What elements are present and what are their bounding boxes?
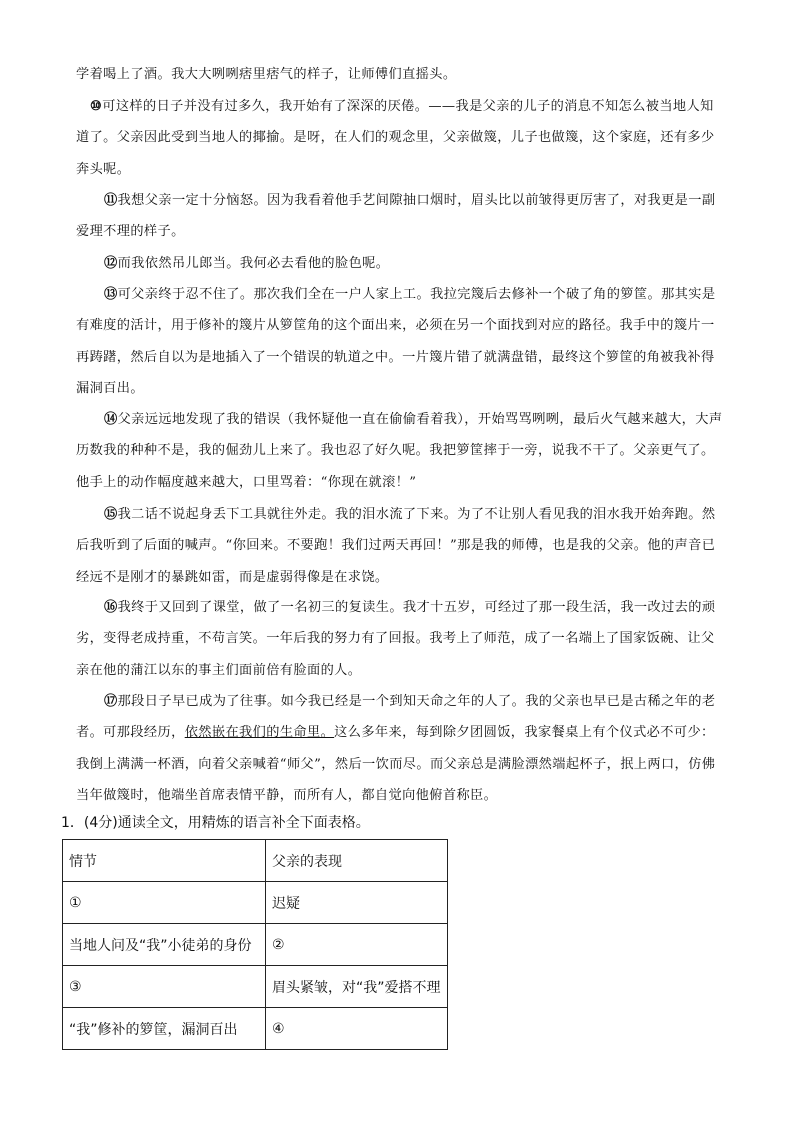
table-header-cell: 父亲的表现 [266,840,448,882]
paragraph-10 [76,91,726,185]
table-cell: ② [266,924,448,966]
paragraph-continuation [76,59,726,90]
paragraph-12 [76,248,726,279]
paragraph-text: 可父亲终于忍不住了。那次我们全在一户人家上工。我拉完篾后去修补一个破了角的箩筐。那其实是有难度的活计，用于修补的篾片从箩筐角的这个面出来，必须在另一个面找到对应的路径。我手中的篾片一再踌躇，然后自以为是地插入了一个错误的轨道之中。一片篾片错了就满盘错，最终这个箩筐的角被我补得漏洞百出。 [76,287,716,396]
paragraph-number: ⑬ [104,287,118,302]
table-cell: ④ [266,1008,448,1050]
table-cell: 当地人问及“我”小徒弟的身份 [63,924,266,966]
paragraph-14 [76,404,726,498]
paragraph-number: ⑮ [104,507,118,522]
paragraph-text: 可这样的日子并没有过多久，我开始有了深深的厌倦。——我是父亲的儿子的消息不知怎么被当地人知道了。父亲因此受到当地人的揶揄。是呀，在人们的观念里，父亲做篾，儿子也做篾，这个家庭，还有多少奔头呢。 [76,99,715,177]
table-row [63,966,448,1008]
table-row [63,882,448,924]
paragraph-number: ⑭ [104,412,118,427]
paragraph-text: 学着喝上了酒。我大大咧咧痞里痞气的样子，让师傅们直摇头。 [76,67,457,82]
paragraph-number: ⑯ [104,600,118,615]
paragraph-text: 我想父亲一定十分恼怒。因为我看着他手艺间隙抽口烟时，眉头比以前皱得更厉害了，对我更是一副爱理不理的样子。 [76,193,716,240]
paragraph-16 [76,592,726,686]
underlined-sentence: 依然嵌在我们的生命里。 [184,725,335,741]
table-cell: 迟疑 [266,882,448,924]
table-cell: ① [63,882,266,924]
paragraph-text: 我二话不说起身丢下工具就往外走。我的泪水流了下来。为了不让别人看见我的泪水我开始奔跑。然后我听到了后面的喊声。“你回来。不要跑！我们过两天再回！”那是我的师傅，也是我的父亲。他的声音已经远不是刚才的暴跳如雷，而是虚弱得像是在求饶。 [76,507,716,585]
paragraph-text: 我终于又回到了课堂，做了一名初三的复读生。我才十五岁，可经过了那一段生活，我一改过去的顽劣，变得老成持重，不苟言笑。一年后我的努力有了回报。我考上了师范，成了一名端上了国家饭碗、让父亲在他的蒲江以东的事主们面前倍有脸面的人。 [76,600,716,678]
paragraph-13 [76,279,726,404]
table-cell: “我”修补的箩筐，漏洞百出 [63,1008,266,1050]
paragraph-number: ⑫ [104,256,118,271]
paragraph-17 [76,686,726,811]
table-cell: ③ [63,966,266,1008]
table-cell: 眉头紧皱，对“我”爱搭不理 [266,966,448,1008]
table-row [63,924,448,966]
paragraph-number: ⑰ [104,694,118,709]
paragraph-15 [76,499,726,593]
paragraph-text: 那段日子早已成为了往事。如今我已经是一个到知天命之年的人了。我的父亲也早已是古稀之年的老者。可那段经历， [76,694,716,741]
table-row [63,840,448,882]
answer-table [62,839,448,1050]
paragraph-number: ⑩ [90,99,103,114]
paragraph-text: 父亲远远地发现了我的错误（我怀疑他一直在偷偷看着我），开始骂骂咧咧，最后火气越来越大，大声历数我的种种不是，我的倔劲儿上来了。我也忍了好久呢。我把箩筐摔于一旁，说我不干了。父亲更气了。他手上的动作幅度越来越大，口里骂着：“你现在就滚！” [76,412,723,490]
question-prompt: 1．(4分)通读全文，用精炼的语言补全下面表格。 [61,815,370,831]
paragraph-text: 这么多年来，每到除夕团圆饭，我家餐桌上有个仪式必不可少：我倒上满满一杯酒，向着父亲喊着“师父”，然后一饮而尽。而父亲总是满脸漂然端起杯子，抿上两口，仿佛当年做篾时，他端坐首席表情平静，而所有人，都自觉向他俯首称臣。 [76,725,716,803]
paragraph-number: ⑪ [104,193,118,208]
table-row [63,1008,448,1050]
table-header-cell: 情节 [63,840,266,882]
paragraph-text: 而我依然吊儿郎当。我何必去看他的脸色呢。 [117,256,390,271]
paragraph-11 [76,185,726,248]
